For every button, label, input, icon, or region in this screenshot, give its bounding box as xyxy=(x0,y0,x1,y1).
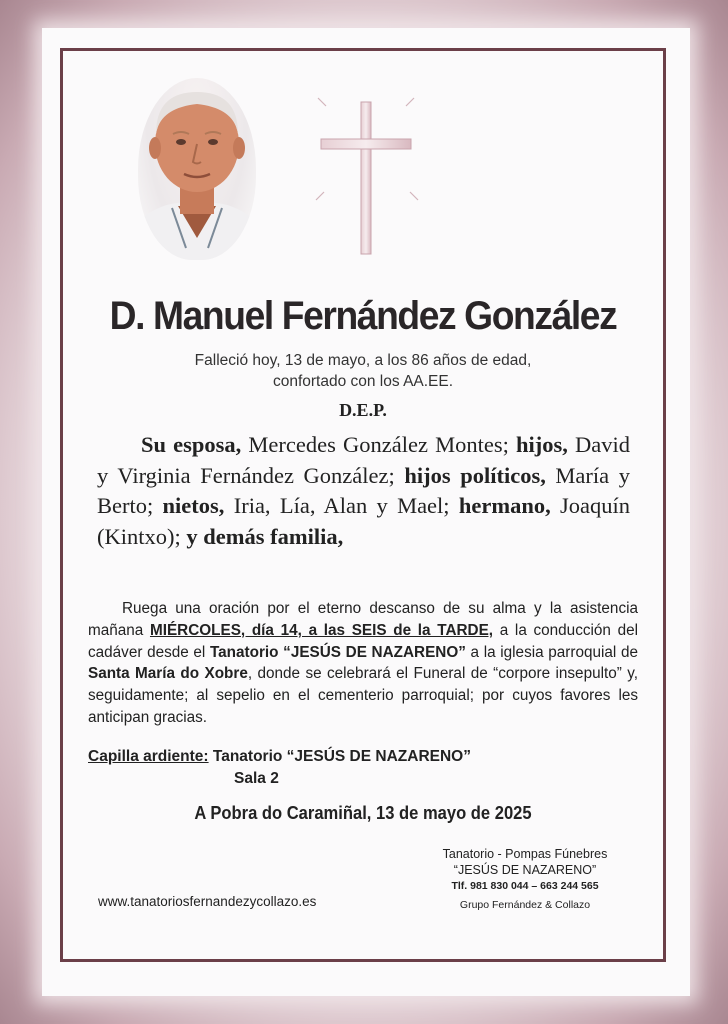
esposa-names: Mercedes González Montes; xyxy=(241,432,509,457)
nietos-label: nietos, xyxy=(162,493,225,518)
funeral-home-phones: Tlf. 981 830 044 – 663 244 565 xyxy=(451,880,599,892)
hijos-names: David y Virginia Fernández González; xyxy=(97,432,630,488)
hermano-label: hermano, xyxy=(458,493,551,518)
esposa-label: Su esposa, xyxy=(141,432,242,457)
death-notice-line-2: confortado con los AA.EE. xyxy=(272,373,454,390)
demas-familia: y demás familia, xyxy=(186,523,344,549)
funeral-home-block xyxy=(415,846,635,913)
prayer-text-4: , donde se celebrará el Funeral de “corpore insepulto” y, seguidamente; al sepelio en el cementerio parroquial; por cuyos favores les anticipan gracias. xyxy=(88,665,638,726)
prayer-text-3: a la iglesia parroquial de xyxy=(465,643,638,661)
funeral-home-line-2: “JESÚS DE NAZARENO” xyxy=(453,863,597,877)
capilla-ardiente xyxy=(88,748,471,766)
funeral-home-group: Grupo Fernández & Collazo xyxy=(459,899,591,911)
prayer-paragraph xyxy=(88,598,638,729)
website-link[interactable]: www.tanatoriosfernandezycollazo.es xyxy=(98,894,317,909)
ceremony-time: MIÉRCOLES, día 14, a las SEIS de la TARDE, xyxy=(149,621,494,639)
deceased-photo xyxy=(138,78,256,260)
church-name: Santa María do Xobre xyxy=(88,665,248,683)
place-date: A Pobra do Caramiñal, 13 de mayo de 2025 xyxy=(194,803,532,823)
politicos-label: hijos políticos, xyxy=(404,462,546,488)
tanatorio-name: Tanatorio “JESÚS DE NAZARENO” xyxy=(209,643,466,661)
capilla-label: Capilla ardiente: xyxy=(88,748,209,765)
hermano-names: Joaquín (Kintxo); xyxy=(97,493,631,549)
funeral-home-line-1: Tanatorio - Pompas Fúnebres xyxy=(442,847,608,861)
dep-label: D.E.P. xyxy=(339,400,387,420)
deceased-name: D. Manuel Fernández González xyxy=(109,294,617,338)
sala-label: Sala 2 xyxy=(234,770,279,787)
hijos-label: hijos, xyxy=(515,432,568,457)
death-notice-line-1: Falleció hoy, 13 de mayo, a los 86 años de edad, xyxy=(194,352,532,369)
cross-icon xyxy=(306,92,426,262)
family-paragraph xyxy=(97,430,630,552)
prayer-text-2: a la conducción del cadáver desde el xyxy=(88,621,638,661)
prayer-text-1: Ruega una oración por el eterno descanso de su alma y la asistencia mañana xyxy=(88,600,638,639)
politicos-names: María y Berto; xyxy=(97,462,630,518)
nietos-names: Iria, Lía, Alan y Mael; xyxy=(224,493,450,518)
capilla-value: Tanatorio “JESÚS DE NAZARENO” xyxy=(208,748,471,765)
